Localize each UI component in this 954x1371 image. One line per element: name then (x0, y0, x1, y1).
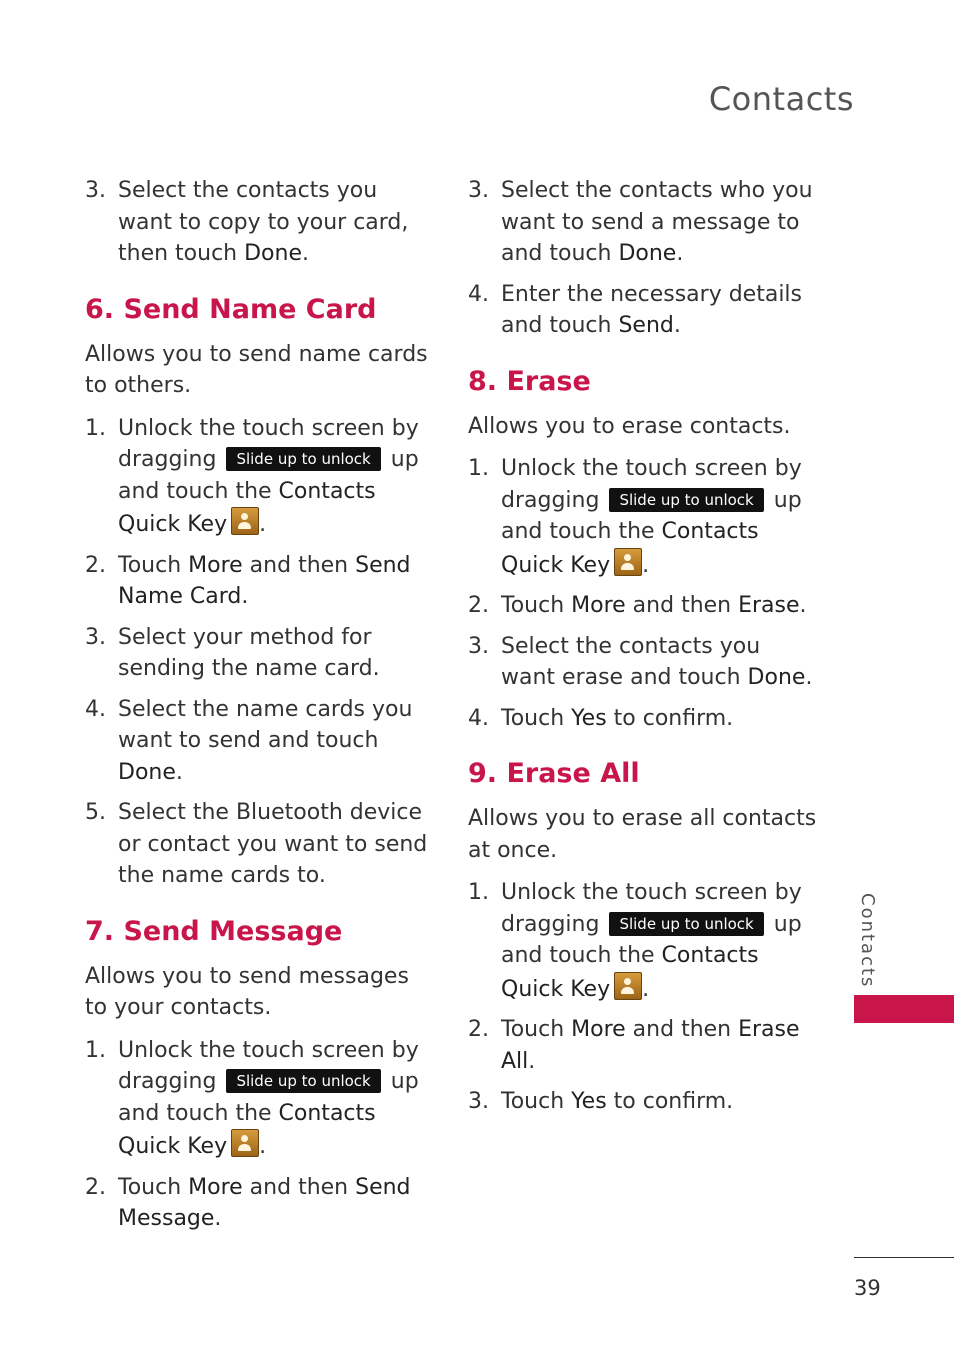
list-item (85, 550, 435, 613)
item-text: Unlock the touch screen by dragging (118, 1037, 419, 1094)
list-item (468, 590, 818, 622)
item-number: 2. (468, 1017, 489, 1042)
item-number: 4. (468, 705, 489, 731)
item-text: Touch (501, 1017, 572, 1042)
item-text: and then (242, 552, 356, 578)
section-heading: 8. Erase (468, 365, 591, 397)
item-text: Select the contacts you want erase and touch (501, 633, 761, 690)
section-intro: Allows you to send name cards to others. (85, 341, 428, 398)
section-heading: 7. Send Message (85, 915, 343, 947)
section-intro: Allows you to send messages to your contacts. (85, 963, 409, 1020)
item-text: . (241, 584, 249, 609)
item-number: 3. (85, 624, 106, 650)
list-item (468, 877, 818, 1005)
list-item (85, 1035, 435, 1163)
left-column (85, 175, 435, 1244)
item-bold: More (188, 552, 243, 578)
item-text: Unlock the touch screen by dragging (501, 456, 802, 513)
list-item (468, 175, 818, 270)
item-bold: Send Message (118, 1174, 411, 1231)
item-number: 3. (468, 633, 489, 659)
item-text: up and touch the (501, 487, 802, 544)
item-bold: Contacts Quick Key (501, 519, 759, 578)
item-text: Unlock the touch screen by dragging (501, 880, 802, 937)
item-bold: Contacts Quick Key (501, 943, 759, 1002)
item-number: 1. (85, 1037, 106, 1063)
item-text: and then (625, 1017, 739, 1042)
item-text: . (302, 241, 309, 266)
item-number: 2. (85, 1174, 106, 1200)
side-tab-marker (854, 995, 954, 1023)
item-text: Touch (118, 1174, 189, 1200)
list-item (468, 279, 818, 342)
item-number: 1. (468, 880, 489, 905)
item-text: . (642, 552, 650, 578)
list-item (85, 694, 435, 789)
item-bold: Done (244, 241, 302, 266)
item-text: . (528, 1048, 536, 1074)
item-text: Select the contacts you want to copy to your card, then touch (118, 178, 409, 266)
item-text: and then (242, 1174, 356, 1200)
item-text: . (642, 976, 650, 1002)
item-text: Select the Bluetooth device or contact you want to send the name cards to. (118, 800, 428, 888)
list-item (85, 622, 435, 685)
item-bold: Contacts Quick Key (118, 478, 376, 537)
item-text: up and touch the (501, 911, 802, 968)
item-number: 5. (85, 800, 106, 825)
item-bold: Send Name Card (118, 552, 411, 609)
item-number: 2. (468, 593, 489, 618)
footer-divider (854, 1257, 954, 1258)
list-item (468, 453, 818, 581)
item-number: 4. (85, 696, 106, 722)
item-bold: Done (118, 759, 176, 785)
contacts-key-icon (231, 507, 259, 535)
slide-to-unlock-graphic: Slide up to unlock (609, 912, 763, 936)
item-bold: Yes (571, 1089, 607, 1114)
item-number: 1. (468, 456, 489, 481)
list-item (85, 413, 435, 541)
item-bold: More (571, 593, 626, 618)
item-text: . (805, 665, 813, 690)
item-number: 2. (85, 552, 106, 578)
list-item (85, 1172, 435, 1235)
page-title: Contacts (708, 80, 854, 118)
item-text: Touch (501, 705, 572, 731)
item-text: up and touch the (118, 447, 419, 504)
item-bold: Done (618, 241, 677, 266)
section-intro: Allows you to erase all contacts at once. (468, 806, 817, 863)
item-bold: More (571, 1017, 626, 1042)
item-text: Touch (501, 1089, 572, 1114)
item-text: . (259, 512, 267, 537)
item-number: 4. (468, 281, 489, 307)
item-text: . (676, 241, 684, 266)
contacts-key-icon (614, 548, 642, 576)
item-text: Unlock the touch screen by dragging (118, 415, 419, 472)
list-item (85, 175, 435, 270)
item-text: . (259, 1134, 267, 1159)
list-item (468, 1086, 818, 1118)
slide-to-unlock-graphic: Slide up to unlock (226, 447, 380, 471)
item-text: Select the name cards you want to send and touch (118, 696, 413, 753)
item-bold: Yes (571, 705, 607, 731)
item-bold: Contacts Quick Key (118, 1100, 376, 1159)
item-bold: More (188, 1174, 243, 1200)
item-text: . (673, 313, 681, 338)
list-item (468, 1014, 818, 1077)
item-text: Touch (118, 552, 189, 578)
item-text: to confirm. (606, 1089, 734, 1114)
item-text: Select your method for sending the name card. (118, 624, 380, 681)
item-text: . (175, 759, 183, 785)
item-text: to confirm. (606, 705, 734, 731)
contacts-key-icon (231, 1129, 259, 1157)
list-item (468, 703, 818, 735)
item-number: 3. (468, 1089, 489, 1114)
section-heading: 9. Erase All (468, 758, 640, 789)
right-column (468, 175, 818, 1127)
item-text: Enter the necessary details and touch (501, 281, 803, 338)
side-tab-text: Contacts (857, 893, 878, 989)
item-bold: Done (747, 665, 806, 690)
slide-to-unlock-graphic: Slide up to unlock (609, 488, 763, 512)
contacts-key-icon (614, 972, 642, 1000)
section-heading: 6. Send Name Card (85, 293, 377, 325)
item-text: Select the contacts who you want to send a message to and touch (501, 178, 813, 266)
section-intro: Allows you to erase contacts. (468, 413, 791, 439)
item-bold: Erase All (501, 1017, 800, 1074)
page-number: 39 (854, 1276, 881, 1300)
item-bold: Send (618, 313, 674, 338)
item-text: . (799, 593, 807, 618)
item-text: Touch (501, 593, 572, 618)
item-number: 3. (468, 178, 489, 203)
item-text: . (214, 1206, 222, 1231)
item-text: up and touch the (118, 1069, 419, 1126)
list-item (468, 631, 818, 694)
item-bold: Erase (738, 593, 800, 618)
item-number: 3. (85, 178, 106, 203)
slide-to-unlock-graphic: Slide up to unlock (226, 1069, 380, 1093)
item-number: 1. (85, 415, 106, 441)
list-item (85, 797, 435, 892)
item-text: and then (625, 593, 739, 618)
side-tab-label (854, 893, 884, 988)
